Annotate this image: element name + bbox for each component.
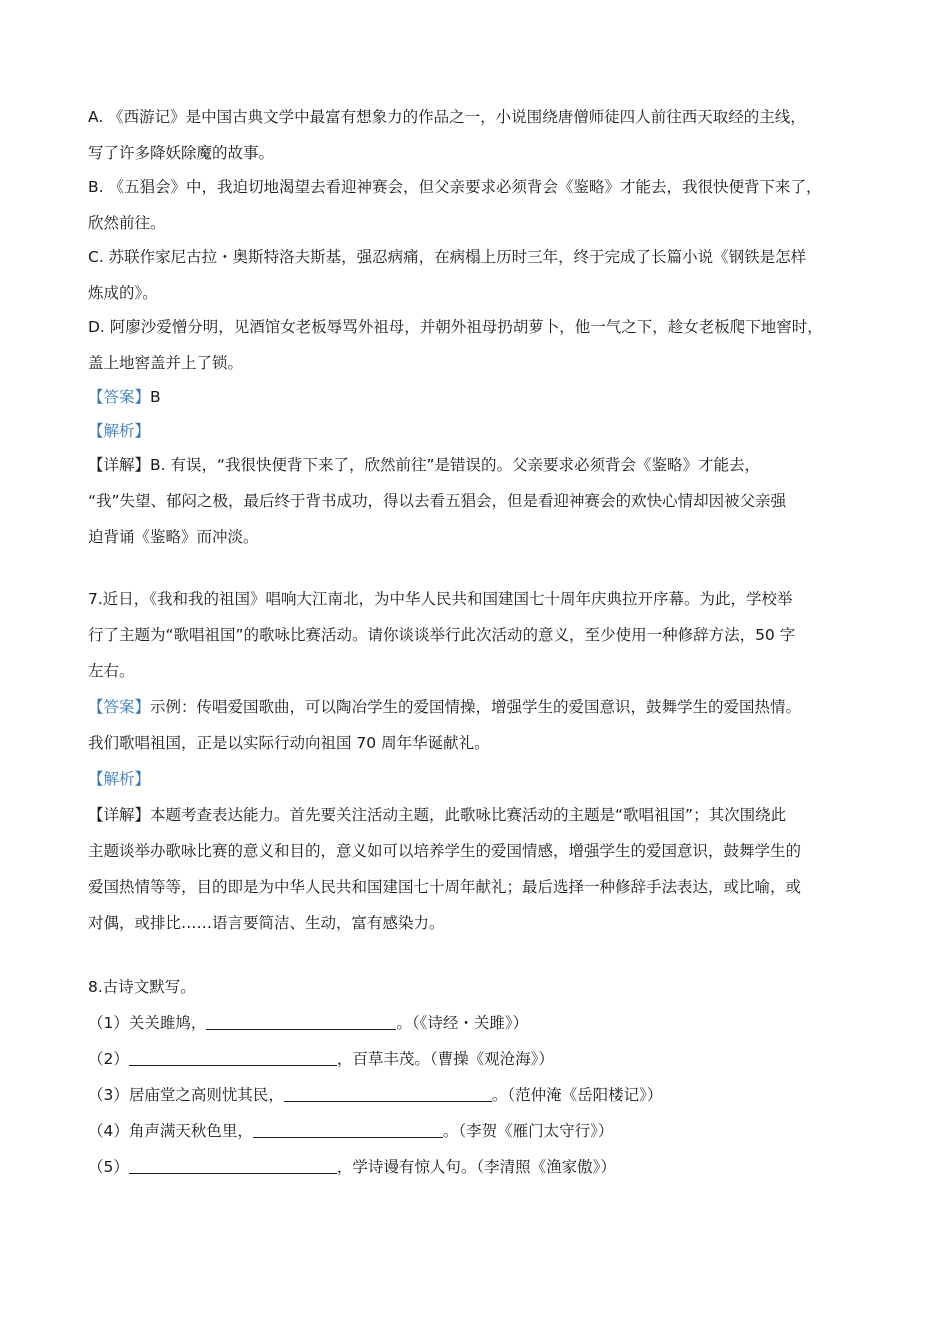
fill-item-prefix: （3）居庙堂之高则忧其民，	[88, 1086, 284, 1104]
fill-item-prefix: （4）角声满天秋色里，	[88, 1122, 253, 1140]
fill-item-3	[88, 1084, 878, 1106]
q6-answer	[88, 386, 878, 408]
detail-line: 【详解】本题考查表达能力。首先要关注活动主题，此歌咏比赛活动的主题是“歌唱祖国”；其次围绕此	[88, 806, 787, 824]
answer-blank[interactable]	[129, 1157, 337, 1174]
q6-detail	[88, 454, 878, 548]
answer-blank[interactable]	[206, 1013, 396, 1030]
document-page	[88, 106, 878, 1192]
fill-item-suffix: 。（《诗经・关雎》）	[396, 1014, 529, 1032]
q8-section	[88, 976, 878, 1178]
fill-item-prefix: （2）	[88, 1050, 129, 1068]
option-a-line2: 写了许多降妖除魔的故事。	[88, 144, 275, 162]
answer-tag: 【答案】	[88, 388, 151, 406]
answer-blank[interactable]	[253, 1121, 443, 1138]
fill-item-suffix: 。（李贺《雁门太守行》）	[442, 1122, 614, 1140]
answer-blank[interactable]	[129, 1049, 337, 1066]
answer-text: 示例：传唱爱国歌曲，可以陶冶学生的爱国情操，增强学生的爱国意识，鼓舞学生的爱国热情。	[150, 698, 802, 716]
option-a	[88, 106, 878, 164]
fill-item-5	[88, 1156, 878, 1178]
analysis-tag: 【解析】	[88, 422, 151, 440]
option-d-line2: 盖上地窖盖并上了锁。	[88, 354, 244, 372]
fill-item-suffix: ，学诗谩有惊人句。（李清照《渔家傲》）	[336, 1158, 616, 1176]
option-d	[88, 316, 878, 374]
option-d-line1: D. 阿廖沙爱憎分明，见酒馆女老板辱骂外祖母，并朝外祖母扔胡萝卜，他一气之下，趁女老板爬下地窖时，	[88, 318, 823, 336]
option-a-line1: A. 《西游记》是中国古典文学中最富有想象力的作品之一，小说围绕唐僧师徒四人前往西天取经的主线，	[88, 108, 806, 126]
q8-title: 8.古诗文默写。	[88, 978, 196, 996]
question-line: 7.近日，《我和我的祖国》唱响大江南北，为中华人民共和国建国七十周年庆典拉开序幕。为此，学校举	[88, 590, 793, 608]
option-b-line1: B. 《五猖会》中，我迫切地渴望去看迎神赛会，但父亲要求必须背会《鉴略》才能去，我很快便背下来了，	[88, 178, 822, 196]
detail-line: 对偶，或排比……语言要简洁、生动，富有感染力。	[88, 914, 445, 932]
answer-line: 我们歌唱祖国，正是以实际行动向祖国 70 周年华诞献礼。	[88, 734, 490, 752]
detail-line: 迫背诵《鉴略》而冲淡。	[88, 528, 259, 546]
question-line: 行了主题为“歌唱祖国”的歌咏比赛活动。请你谈谈举行此次活动的意义，至少使用一种修辞方法，50 字	[88, 626, 796, 644]
fill-item-2	[88, 1048, 878, 1070]
option-c-line2: 炼成的》。	[88, 284, 158, 302]
analysis-tag: 【解析】	[88, 770, 151, 788]
answer-value: B	[150, 388, 161, 406]
fill-item-1	[88, 1012, 878, 1034]
option-c	[88, 246, 878, 304]
fill-item-suffix: ，百草丰茂。（曹操《观沧海》）	[336, 1050, 554, 1068]
option-c-line1: C. 苏联作家尼古拉・奥斯特洛夫斯基，强忍病痛，在病榻上历时三年，终于完成了长篇小说《钢铁是怎样	[88, 248, 807, 266]
fill-item-suffix: 。（范仲淹《岳阳楼记》）	[491, 1086, 663, 1104]
fill-item-prefix: （5）	[88, 1158, 129, 1176]
fill-item-4	[88, 1120, 878, 1142]
detail-line: “我”失望、郁闷之极，最后终于背书成功，得以去看五猖会，但是看迎神赛会的欢快心情却因被父亲强	[88, 492, 787, 510]
q7-answer	[88, 696, 878, 718]
answer-blank[interactable]	[284, 1085, 492, 1102]
detail-line: 【详解】B. 有误，“我很快便背下来了，欣然前往”是错误的。父亲要求必须背会《鉴略》才能去，	[88, 456, 761, 474]
option-b	[88, 176, 878, 234]
q7-question	[88, 588, 878, 934]
detail-line: 主题谈举办歌咏比赛的意义和目的，意义如可以培养学生的爱国情感，增强学生的爱国意识，鼓舞学生的	[88, 842, 802, 860]
detail-line: 爱国热情等等，目的即是为中华人民共和国建国七十周年献礼；最后选择一种修辞手法表达，或比喻，或	[88, 878, 802, 896]
answer-tag: 【答案】	[88, 698, 151, 716]
option-b-line2: 欣然前往。	[88, 214, 166, 232]
fill-item-prefix: （1）关关雎鸠，	[88, 1014, 207, 1032]
question-line: 左右。	[88, 662, 135, 680]
q6-analysis	[88, 420, 878, 442]
